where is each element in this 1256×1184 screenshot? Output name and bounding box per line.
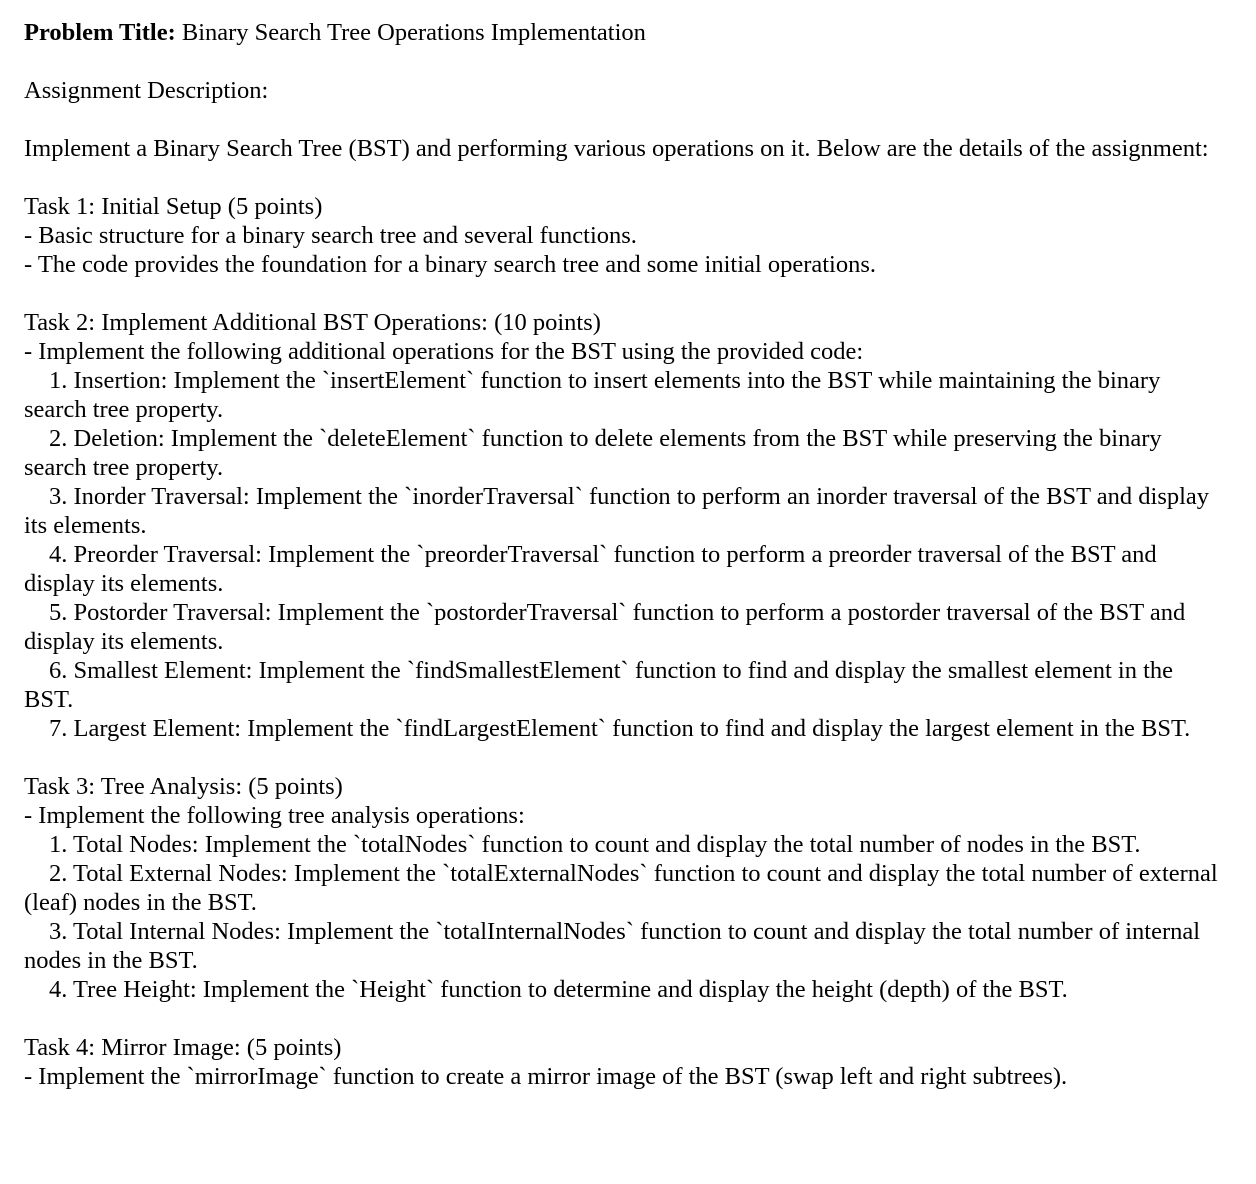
task-2-item-largest: 7. Largest Element: Implement the `findLargestElement` function to find and display the largest element in the BST.	[49, 715, 1191, 742]
task-1-bullet: - Basic structure for a binary search tree and several functions.	[24, 222, 637, 249]
spacer	[24, 279, 1224, 308]
task-3-item-height: 4. Tree Height: Implement the `Height` function to determine and display the height (depth) of the BST.	[49, 976, 1068, 1003]
assignment-heading: Assignment Description:	[24, 77, 269, 104]
spacer	[24, 47, 1224, 76]
task-2-item-preorder: 4. Preorder Traversal: Implement the `preorderTraversal` function to perform a preorder traversal of the BST and display its elements.	[24, 541, 1163, 597]
spacer	[24, 1004, 1224, 1033]
spacer	[24, 743, 1224, 772]
task-3-item-internal-nodes: 3. Total Internal Nodes: Implement the `totalInternalNodes` function to count and display the total number of internal nodes in the BST.	[24, 918, 1207, 974]
problem-title-label: Problem Title:	[24, 19, 176, 46]
intro-paragraph: Implement a Binary Search Tree (BST) and performing various operations on it. Below are the details of the assignment:	[24, 135, 1209, 162]
task-2-item-smallest: 6. Smallest Element: Implement the `findSmallestElement` function to find and display the smallest element in the BST.	[24, 657, 1180, 713]
task-4-heading: Task 4: Mirror Image: (5 points)	[24, 1034, 342, 1061]
task-2-item-postorder: 5. Postorder Traversal: Implement the `postorderTraversal` function to perform a postorder traversal of the BST and display its elements.	[24, 599, 1192, 655]
task-3-heading: Task 3: Tree Analysis: (5 points)	[24, 773, 343, 800]
document-body	[24, 18, 1224, 1091]
problem-title-text: Binary Search Tree Operations Implementation	[175, 19, 646, 46]
task-1-bullet: - The code provides the foundation for a binary search tree and some initial operations.	[24, 251, 876, 278]
problem-title	[24, 18, 1224, 47]
spacer	[24, 105, 1224, 134]
task-3-bullet: - Implement the following tree analysis operations:	[24, 802, 525, 829]
task-4-bullet: - Implement the `mirrorImage` function to create a mirror image of the BST (swap left and right subtrees).	[24, 1063, 1068, 1090]
task-3-item-external-nodes: 2. Total External Nodes: Implement the `totalExternalNodes` function to count and display the total number of external (leaf) nodes in the BST.	[24, 860, 1224, 916]
task-2-heading: Task 2: Implement Additional BST Operations: (10 points)	[24, 309, 601, 336]
task-2-item-inorder: 3. Inorder Traversal: Implement the `inorderTraversal` function to perform an inorder traversal of the BST and display its elements.	[24, 483, 1216, 539]
task-2-bullet: - Implement the following additional operations for the BST using the provided code:	[24, 338, 864, 365]
task-1-heading: Task 1: Initial Setup (5 points)	[24, 193, 323, 220]
spacer	[24, 163, 1224, 192]
task-2-item-insertion: 1. Insertion: Implement the `insertElement` function to insert elements into the BST while maintaining the binary search tree property.	[24, 367, 1167, 423]
task-2-item-deletion: 2. Deletion: Implement the `deleteElement` function to delete elements from the BST while preserving the binary search tree property.	[24, 425, 1168, 481]
task-3-item-total-nodes: 1. Total Nodes: Implement the `totalNodes` function to count and display the total number of nodes in the BST.	[49, 831, 1141, 858]
